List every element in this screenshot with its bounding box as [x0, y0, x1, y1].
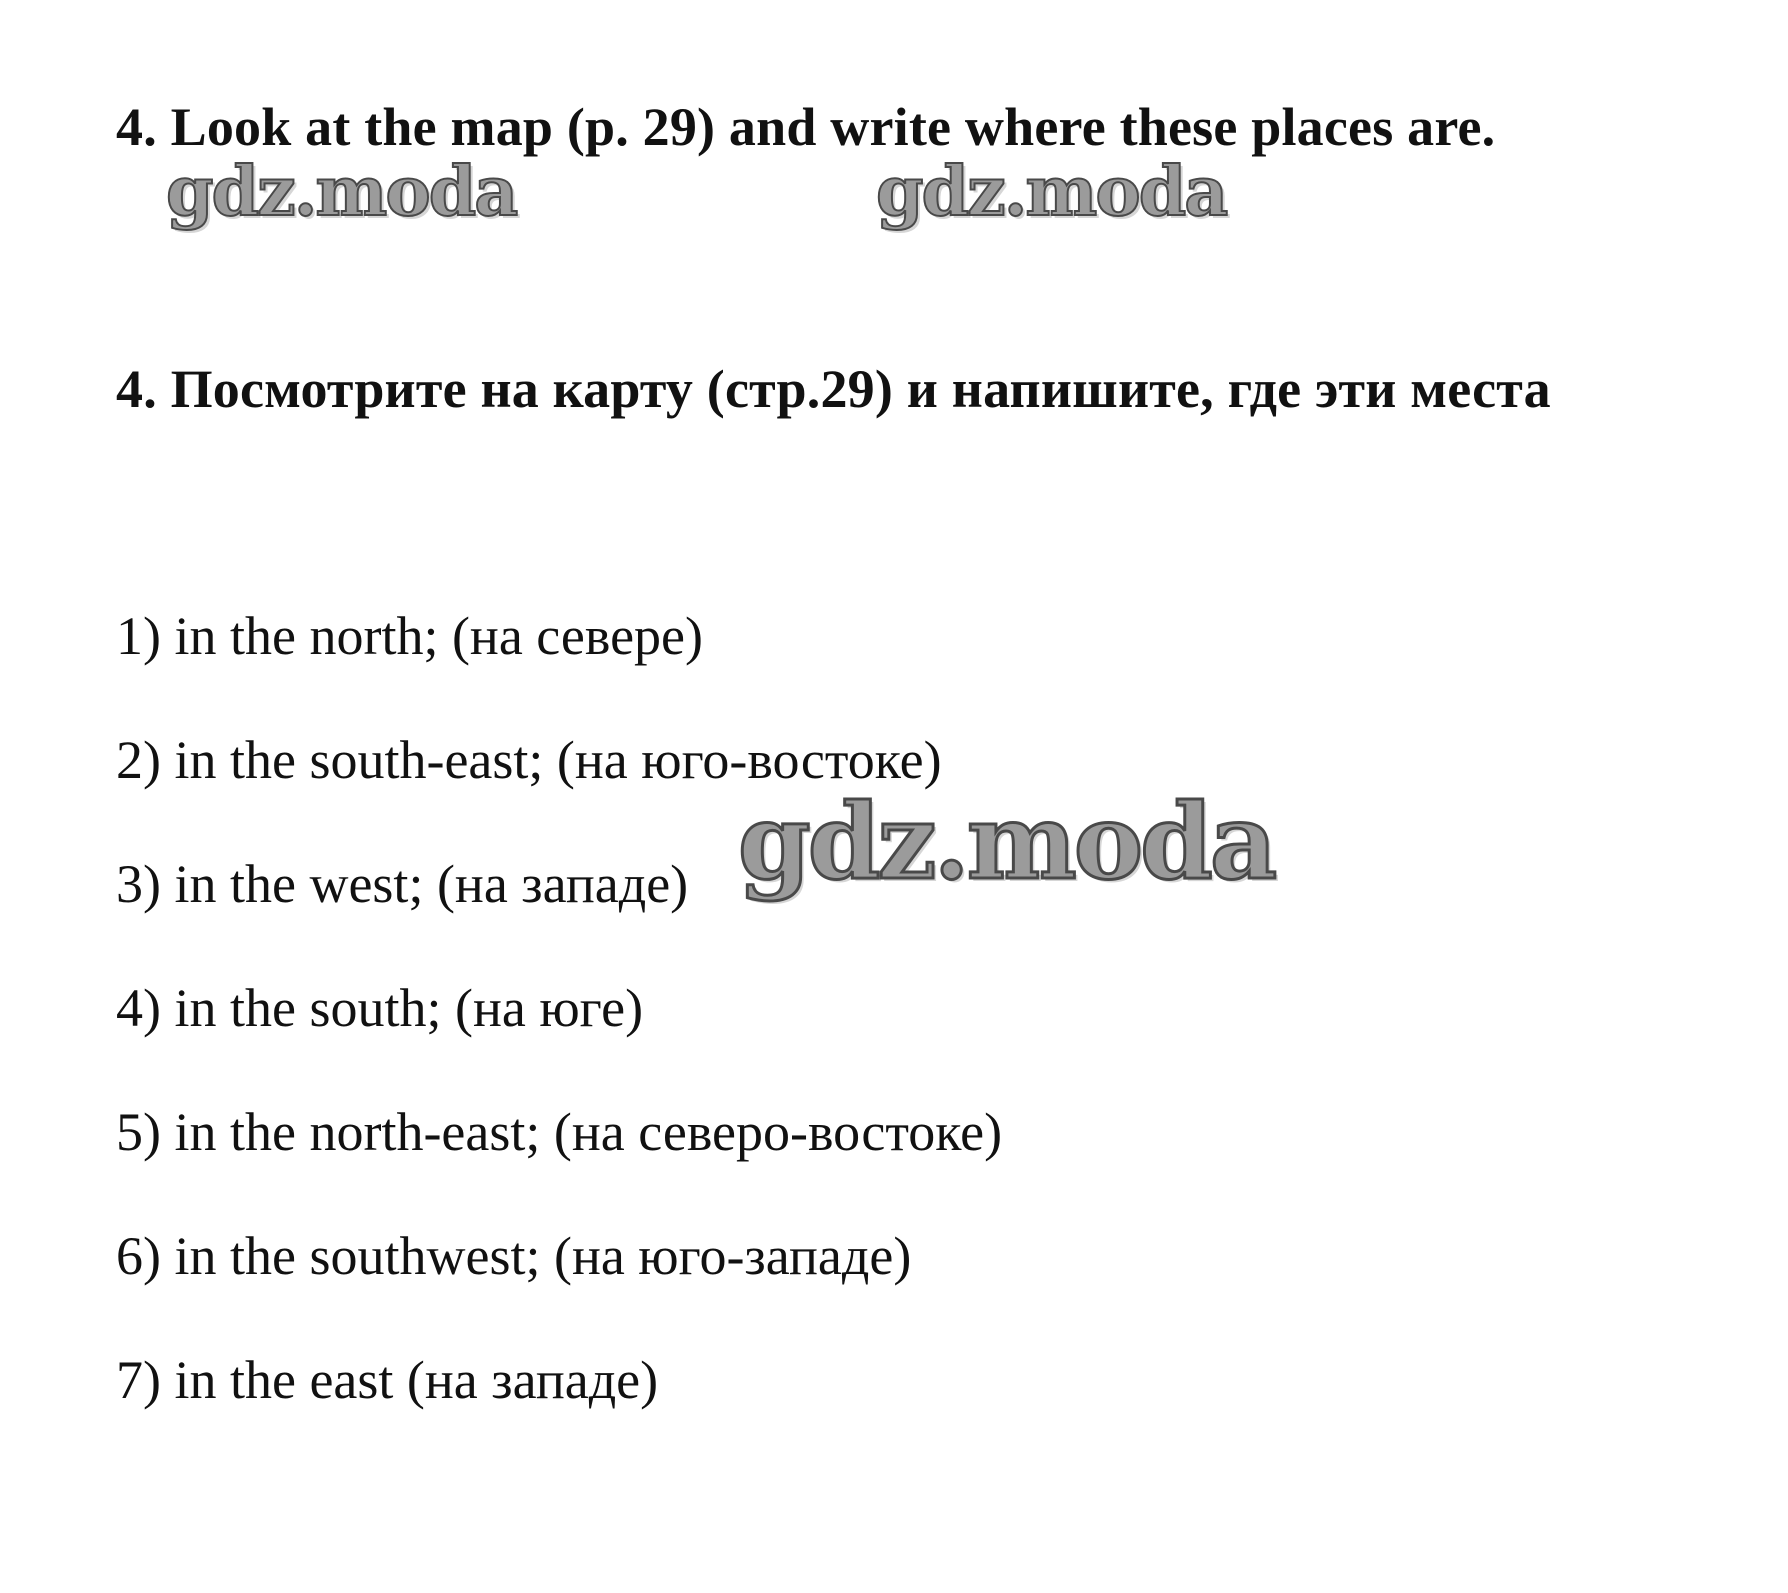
- answer-item-7: 7) in the east (на западе): [116, 1350, 659, 1410]
- watermark-logo: gdz.moda: [166, 152, 517, 232]
- answer-item-1: 1) in the north; (на севере): [116, 606, 703, 666]
- answer-item-5: 5) in the north-east; (на северо-востоке): [116, 1102, 1003, 1162]
- answer-item-6: 6) in the southwest; (на юго-западе): [116, 1226, 912, 1286]
- answer-item-2: 2) in the south-east; (на юго-востоке): [116, 730, 942, 790]
- answer-list: [116, 606, 1002, 1474]
- exercise-heading-russian: 4. Посмотрите на карту (стр.29) и напишите, где эти места: [116, 359, 1551, 419]
- exercise-heading-english: 4. Look at the map (p. 29) and write where these places are.: [116, 97, 1496, 157]
- answer-item-3: 3) in the west; (на западе): [116, 854, 689, 914]
- watermark-logo: gdz.moda: [876, 152, 1227, 232]
- answer-item-4: 4) in the south; (на юге): [116, 978, 644, 1038]
- watermark-logo: gdz.moda: [738, 780, 1275, 903]
